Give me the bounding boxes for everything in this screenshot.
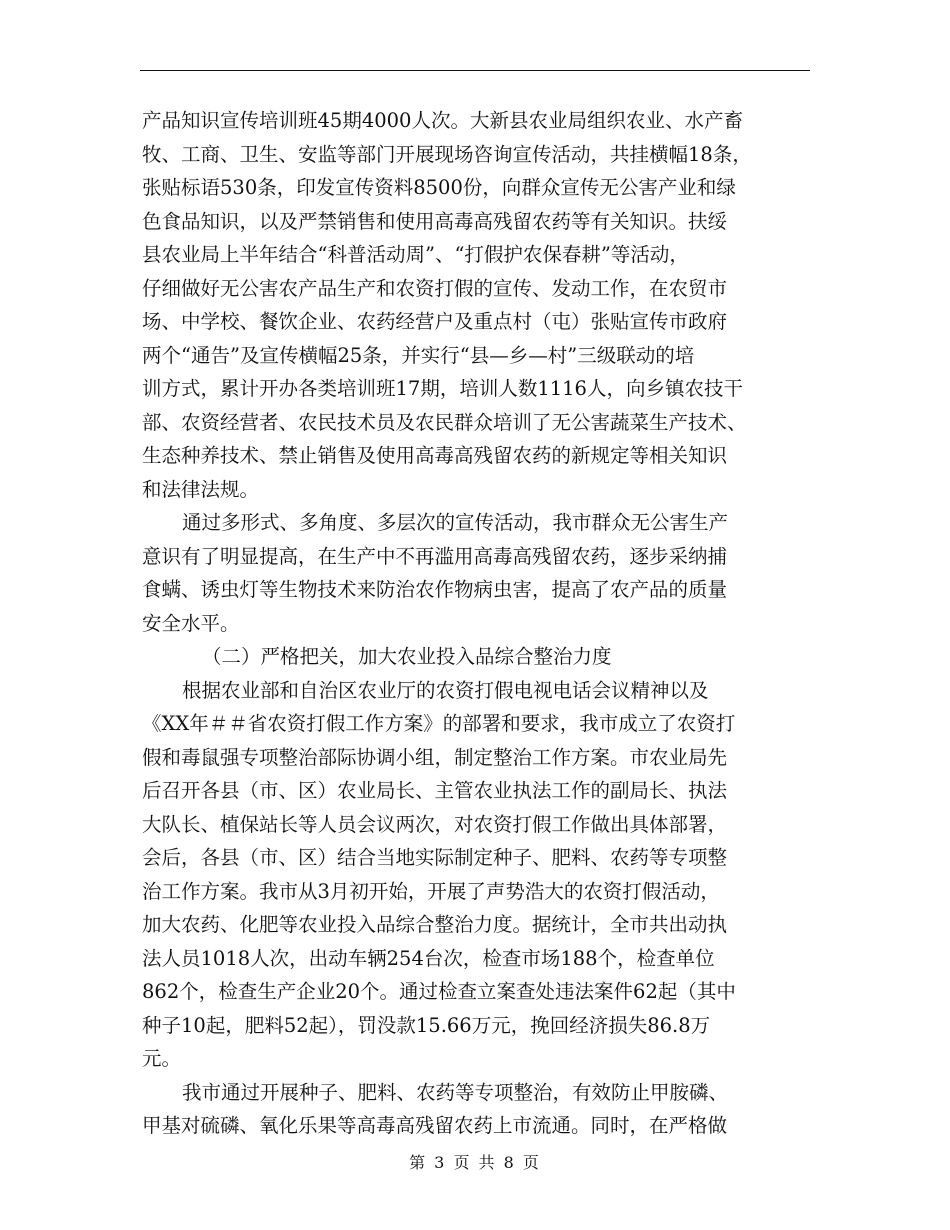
paragraph <box>142 506 810 640</box>
page-footer: 第 3 页 共 8 页 <box>409 1153 541 1172</box>
text-line: （二）严格把关，加大农业投入品综合整治力度 <box>202 645 612 668</box>
text-line: 产品知识宣传培训班45期4000人次。大新县农业局组织农业、水产畜 <box>142 109 743 132</box>
paragraph <box>142 674 810 1076</box>
text-line: 仔细做好无公害农产品生产和农资打假的宣传、发动工作，在农贸市 <box>142 276 728 300</box>
text-line: 根据农业部和自治区农业厅的农资打假电视电话会议精神以及 <box>182 678 709 702</box>
text-line: 和法律法规。 <box>142 477 260 501</box>
section-subheading <box>142 640 810 674</box>
text-line: 《XX年＃＃省农资打假工作方案》的部署和要求，我市成立了农资打 <box>142 712 736 735</box>
header-rule <box>140 70 810 71</box>
text-line: 后召开各县（市、区）农业局长、主管农业执法工作的副局长、执法 <box>142 779 728 802</box>
text-line: 862个，检查生产企业20个。通过检查立案查处违法案件62起（其中 <box>142 980 736 1003</box>
text-line: 种子10起，肥料52起），罚没款15.66万元，挽回经济损失86.8万 <box>142 1013 711 1037</box>
paragraph <box>142 1076 810 1143</box>
text-line: 张贴标语530条，印发宣传资料8500份，向群众宣传无公害产业和绿 <box>142 176 736 199</box>
text-line: 治工作方案。我市从3月初开始，开展了声势浩大的农资打假活动， <box>142 879 720 903</box>
text-line: 色食品知识，以及严禁销售和使用高毒高残留农药等有关知识。扶绥 <box>142 209 728 233</box>
body-text <box>142 104 810 1143</box>
text-line: 我市通过开展种子、肥料、农药等专项整治，有效防止甲胺磷、 <box>182 1080 729 1104</box>
text-line: 假和毒鼠强专项整治部际协调小组，制定整治工作方案。市农业局先 <box>142 745 728 769</box>
text-line: 元。 <box>142 1047 182 1070</box>
text-line: 牧、工商、卫生、安监等部门开展现场咨询宣传活动，共挂横幅18条， <box>142 142 752 166</box>
text-line: 意识有了明显提高，在生产中不再滥用高毒高残留农药，逐步采纳捕 <box>142 544 728 568</box>
text-line: 甲基对硫磷、氧化乐果等高毒高残留农药上市流通。同时，在严格做 <box>142 1114 728 1137</box>
text-line: 会后，各县（市、区）结合当地实际制定种子、肥料、农药等专项整 <box>142 846 728 869</box>
text-line: 大队长、植保站长等人员会议两次，对农资打假工作做出具体部署， <box>142 812 728 836</box>
text-line: 县农业局上半年结合“科普活动周”、“打假护农保春耕”等活动， <box>142 243 689 266</box>
text-line: 法人员1018人次，出动车辆254台次，检查市场188个，检查单位 <box>142 946 715 970</box>
text-line: 部、农资经营者、农民技术员及农民群众培训了无公害蔬菜生产技术、 <box>142 410 747 434</box>
text-line: 生态种养技术、禁止销售及使用高毒高残留农药的新规定等相关知识 <box>142 444 728 467</box>
text-line: 场、中学校、餐饮企业、农药经营户及重点村（屯）张贴宣传市政府 <box>142 310 728 333</box>
text-line: 安全水平。 <box>142 611 240 635</box>
paragraph <box>142 104 810 506</box>
text-line: 训方式，累计开办各类培训班17期，培训人数1116人，向乡镇农技干 <box>142 377 743 400</box>
text-line: 两个“通告”及宣传横幅25条，并实行“县—乡—村”三级联动的培 <box>142 343 695 367</box>
text-line: 通过多形式、多角度、多层次的宣传活动，我市群众无公害生产 <box>182 511 729 534</box>
text-line: 食螨、诱虫灯等生物技术来防治农作物病虫害，提高了农产品的质量 <box>142 578 728 601</box>
text-line: 加大农药、化肥等农业投入品综合整治力度。据统计，全市共出动执 <box>142 913 728 936</box>
